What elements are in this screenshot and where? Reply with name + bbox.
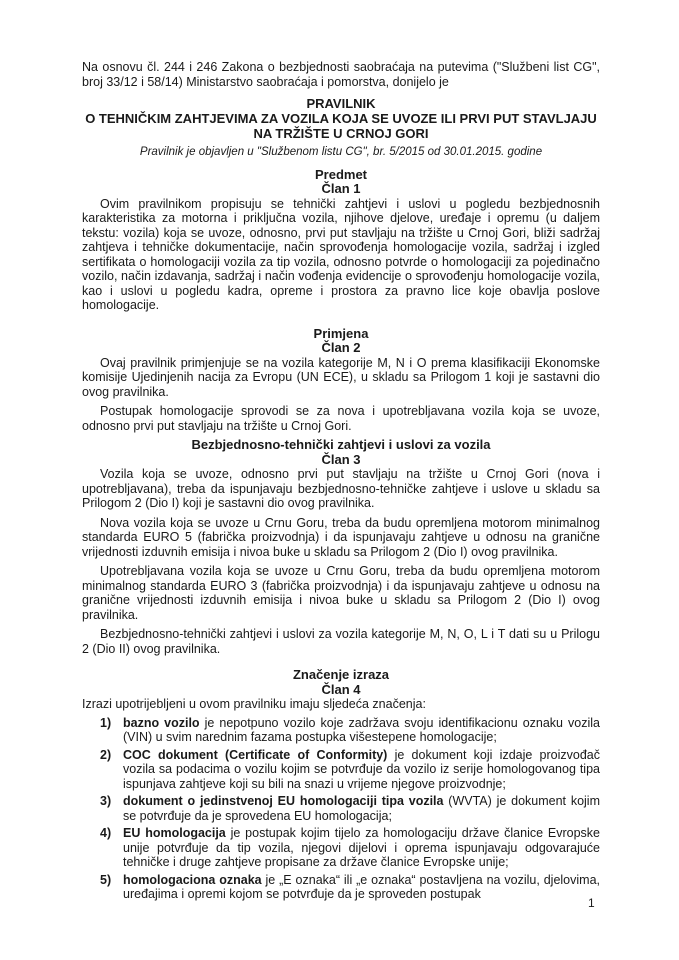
document-title: PRAVILNIK bbox=[306, 96, 376, 111]
definition-item bbox=[82, 748, 600, 792]
paragraph: Postupak homologacije sprovodi se za nova i upotrebljavana vozila koja se uvoze, odnosno prvi put stavljaju na tržište u Crnoj Gori. bbox=[82, 404, 600, 433]
article-number: Član 3 bbox=[321, 451, 361, 467]
paragraph: Bezbjednosno-tehnički zahtjevi i uslovi za vozila kategorije M, N, O, L i T dati su u Prilogu 2 (Dio II) ovog pravilnika. bbox=[82, 627, 600, 656]
paragraph: Izrazi upotrijebljeni u ovom pravilniku imaju sljedeća značenja: bbox=[82, 697, 426, 711]
paragraph: Nova vozila koja se uvoze u Crnu Goru, treba da budu opremljena motorom minimalnog standarda EURO 5 (fabrička proizvodnja) i da ispunjavaju zahtjeve u odnosu na granične vrijednosti izduvnih emisija i nivoa buke u skladu sa Prilogom 2 (Dio I) ovog pravilnika. bbox=[82, 515, 600, 559]
definition-item bbox=[82, 826, 600, 870]
article-number: Član 1 bbox=[321, 181, 361, 196]
item-number: 2) bbox=[100, 747, 112, 762]
section-heading: Bezbjednosno-tehnički zahtjevi i uslovi za vozila bbox=[191, 437, 491, 452]
term: homologaciona oznaka bbox=[123, 872, 262, 887]
section-predmet bbox=[82, 168, 600, 313]
section-znacenje-izraza bbox=[82, 668, 600, 902]
term: COC dokument (Certificate of Conformity) bbox=[123, 747, 388, 762]
paragraph: Ovaj pravilnik primjenjuje se na vozila kategorije M, N i O prema klasifikaciji Ekonomske komisije Ujedinjenih nacija za Evropu (UN ECE), u skladu sa Prilogom 1 koji je sastavni dio ovog pravilnika. bbox=[82, 355, 600, 399]
document-subtitle-line-1: O TEHNIČKIM ZAHTJEVIMA ZA VOZILA KOJA SE UVOZE ILI PRVI PUT STAVLJAJU bbox=[85, 111, 597, 126]
section-heading: Predmet bbox=[314, 166, 368, 182]
term: dokument o jedinstvenoj EU homologaciji tipa vozila bbox=[123, 794, 444, 808]
document-subtitle-line-2: NA TRŽIŠTE U CRNOJ GORI bbox=[253, 126, 429, 141]
item-number: 3) bbox=[100, 794, 112, 808]
term: bazno vozilo bbox=[123, 715, 200, 730]
term: EU homologacija bbox=[123, 826, 226, 840]
section-heading: Primjena bbox=[313, 325, 369, 341]
paragraph: Vozila koja se uvoze, odnosno prvi put stavljaju na tržište u Crnoj Gori (nova i upotrebljavana), treba da ispunjavaju bezbjednosno-tehničke zahtjeve i uslove u skladu sa Prilogom 2 (Dio I) koji je sastavni dio ovog pravilnika. bbox=[82, 467, 600, 510]
item-number: 5) bbox=[100, 872, 112, 887]
page-number: 1 bbox=[588, 896, 595, 910]
definition-item bbox=[82, 794, 600, 823]
section-zahtjevi bbox=[82, 438, 600, 656]
definitions-list bbox=[82, 716, 600, 902]
section-primjena bbox=[82, 327, 600, 434]
definition-item bbox=[82, 716, 600, 745]
definition-item bbox=[82, 873, 600, 902]
definition-text: (WVTA) je dokument kojim se potvrđuje da je sprovedena EU homologacija; bbox=[123, 794, 600, 823]
article-number: Član 2 bbox=[321, 340, 361, 355]
definition-text: je postupak kojim tijelo za homologaciju države članice Evropske unije potvrđuje da tip vozila, njegovi dijelovi i oprema ispunjavaju odgovarajuće tehničke i druge zahtjeve propisane za države članice Evropske unije; bbox=[123, 826, 600, 869]
paragraph: Ovim pravilnikom propisuju se tehnički zahtjevi i uslovi u pogledu bezbjednosnih karakteristika za motorna i priključna vozila, njihove djelove, uređaje i opremu (u daljem tekstu: vozila) koja se uvoze, odnosno, prvi put stavljaju na tržište u Crnoj Gori, bliži sadržaj zahtjeva i tehničke dokumentacije, način sprovođenja homologacije vozila, sadržaj i izgled sertifikata o homologaciji vozila za tip vozila, odnosno potvrde o homologaciji za pojedinačno vozilo, način izdavanja, sadržaj i način vođenja evidencije o sprovođenju homologacije vozila, kao i uslovi u pogledu kadra, opreme i prostora za pravno lice koje obavlja poslove homologacije. bbox=[82, 196, 600, 312]
definition-text: je „E oznaka“ ili „e oznaka“ postavljena na vozilu, djelovima, uređajima i opremi kojom se potvrđuje da je sproveden postupak bbox=[123, 872, 600, 901]
preamble: Na osnovu čl. 244 i 246 Zakona o bezbjednosti saobraćaja na putevima ("Službeni list CG", broj 33/12 i 58/14) Ministarstvo saobraćaja i pomorstva, donijelo je bbox=[82, 60, 600, 89]
definition-text: je nepotpuno vozilo koje zadržava svoju identifikacionu oznaku vozila (VIN) u svim narednim fazama postupka višestepene homologacije; bbox=[123, 715, 601, 744]
publication-note: Pravilnik je objavljen u "Službenom listu CG", br. 5/2015 od 30.01.2015. godine bbox=[139, 146, 543, 158]
section-heading: Značenje izraza bbox=[292, 667, 390, 682]
document-page bbox=[82, 60, 600, 905]
item-number: 4) bbox=[100, 826, 112, 840]
item-number: 1) bbox=[100, 715, 112, 730]
article-number: Član 4 bbox=[321, 681, 361, 697]
paragraph: Upotrebljavana vozila koja se uvoze u Crnu Goru, treba da budu opremljena motorom minimalnog standarda EURO 3 (fabrička proizvodnja) i da ispunjavaju zahtjeve u odnosu na granične vrijednosti izduvnih emisija i nivoa buke u skladu sa Prilogom 2 (Dio I) ovog pravilnika. bbox=[82, 564, 600, 622]
definition-text: je dokument koji izdaje proizvođač vozila sa podacima o vozilu kojim se potvrđuje da vozilo iz serije homologovanog tipa ispunjava zahtjeve koji su bili na snazi u vrijeme njegove proizvodnje; bbox=[123, 747, 601, 791]
